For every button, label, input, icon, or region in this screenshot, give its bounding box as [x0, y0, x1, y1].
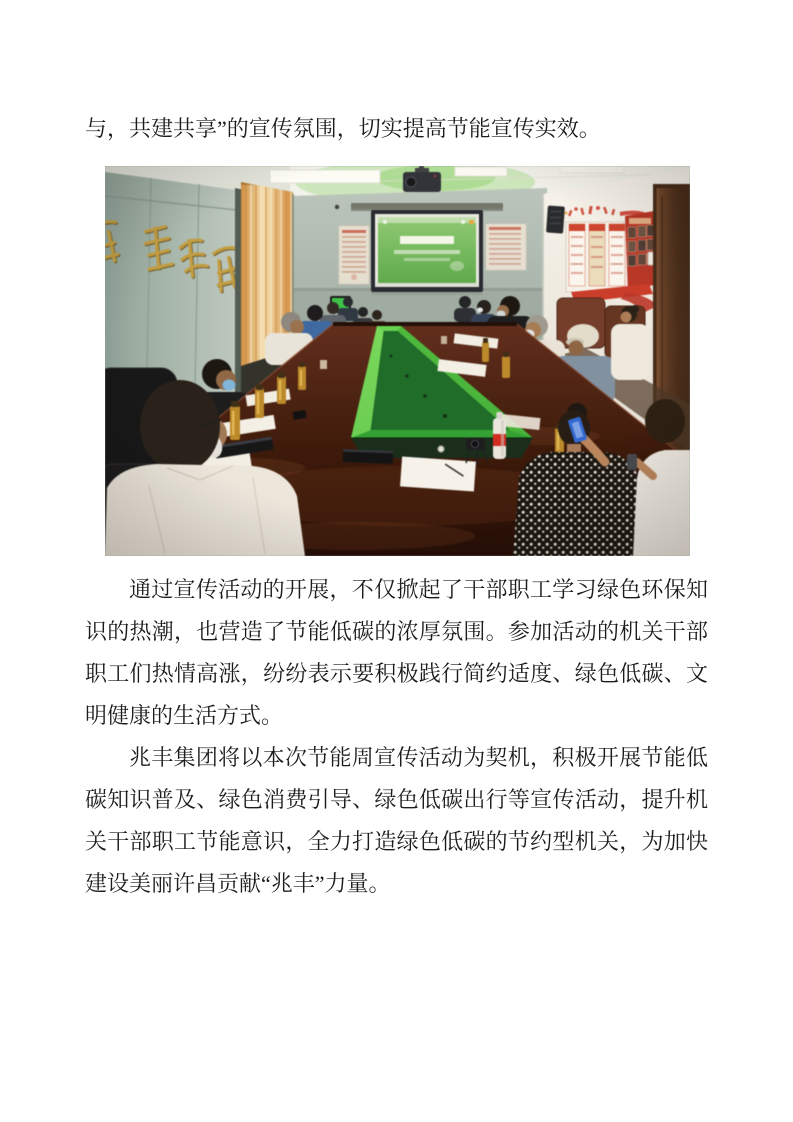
intro-text-line: 与，共建共享”的宣传氛围，切实提高节能宣传实效。 — [85, 116, 601, 141]
body-text-line: 建设美丽许昌贡献“兆丰”力量。 — [85, 871, 391, 896]
vignette-overlay — [105, 166, 690, 556]
body-text-line: 明健康的生活方式。 — [85, 703, 284, 728]
meeting-photo-illustration — [105, 166, 690, 556]
body-text-line: 关干部职工节能意识，全力打造绿色低碳的节约型机关，为加快 — [85, 829, 708, 854]
meeting-room-photo — [105, 166, 690, 556]
body-text-line: 通过宣传活动的开展，不仅掀起了干部职工学习绿色环保知 — [129, 577, 708, 602]
body-text-line: 识的热潮，也营造了节能低碳的浓厚氛围。参加活动的机关干部 — [85, 619, 708, 644]
body-text-line: 职工们热情高涨，纷纷表示要积极践行简约适度、绿色低碳、文 — [85, 661, 708, 686]
body-text-line: 碳知识普及、绿色消费引导、绿色低碳出行等宣传活动，提升机 — [85, 787, 708, 812]
paragraph-1 — [85, 569, 708, 737]
paragraph-2 — [85, 737, 708, 905]
body-text-line: 兆丰集团将以本次节能周宣传活动为契机，积极开展节能低 — [129, 745, 708, 770]
